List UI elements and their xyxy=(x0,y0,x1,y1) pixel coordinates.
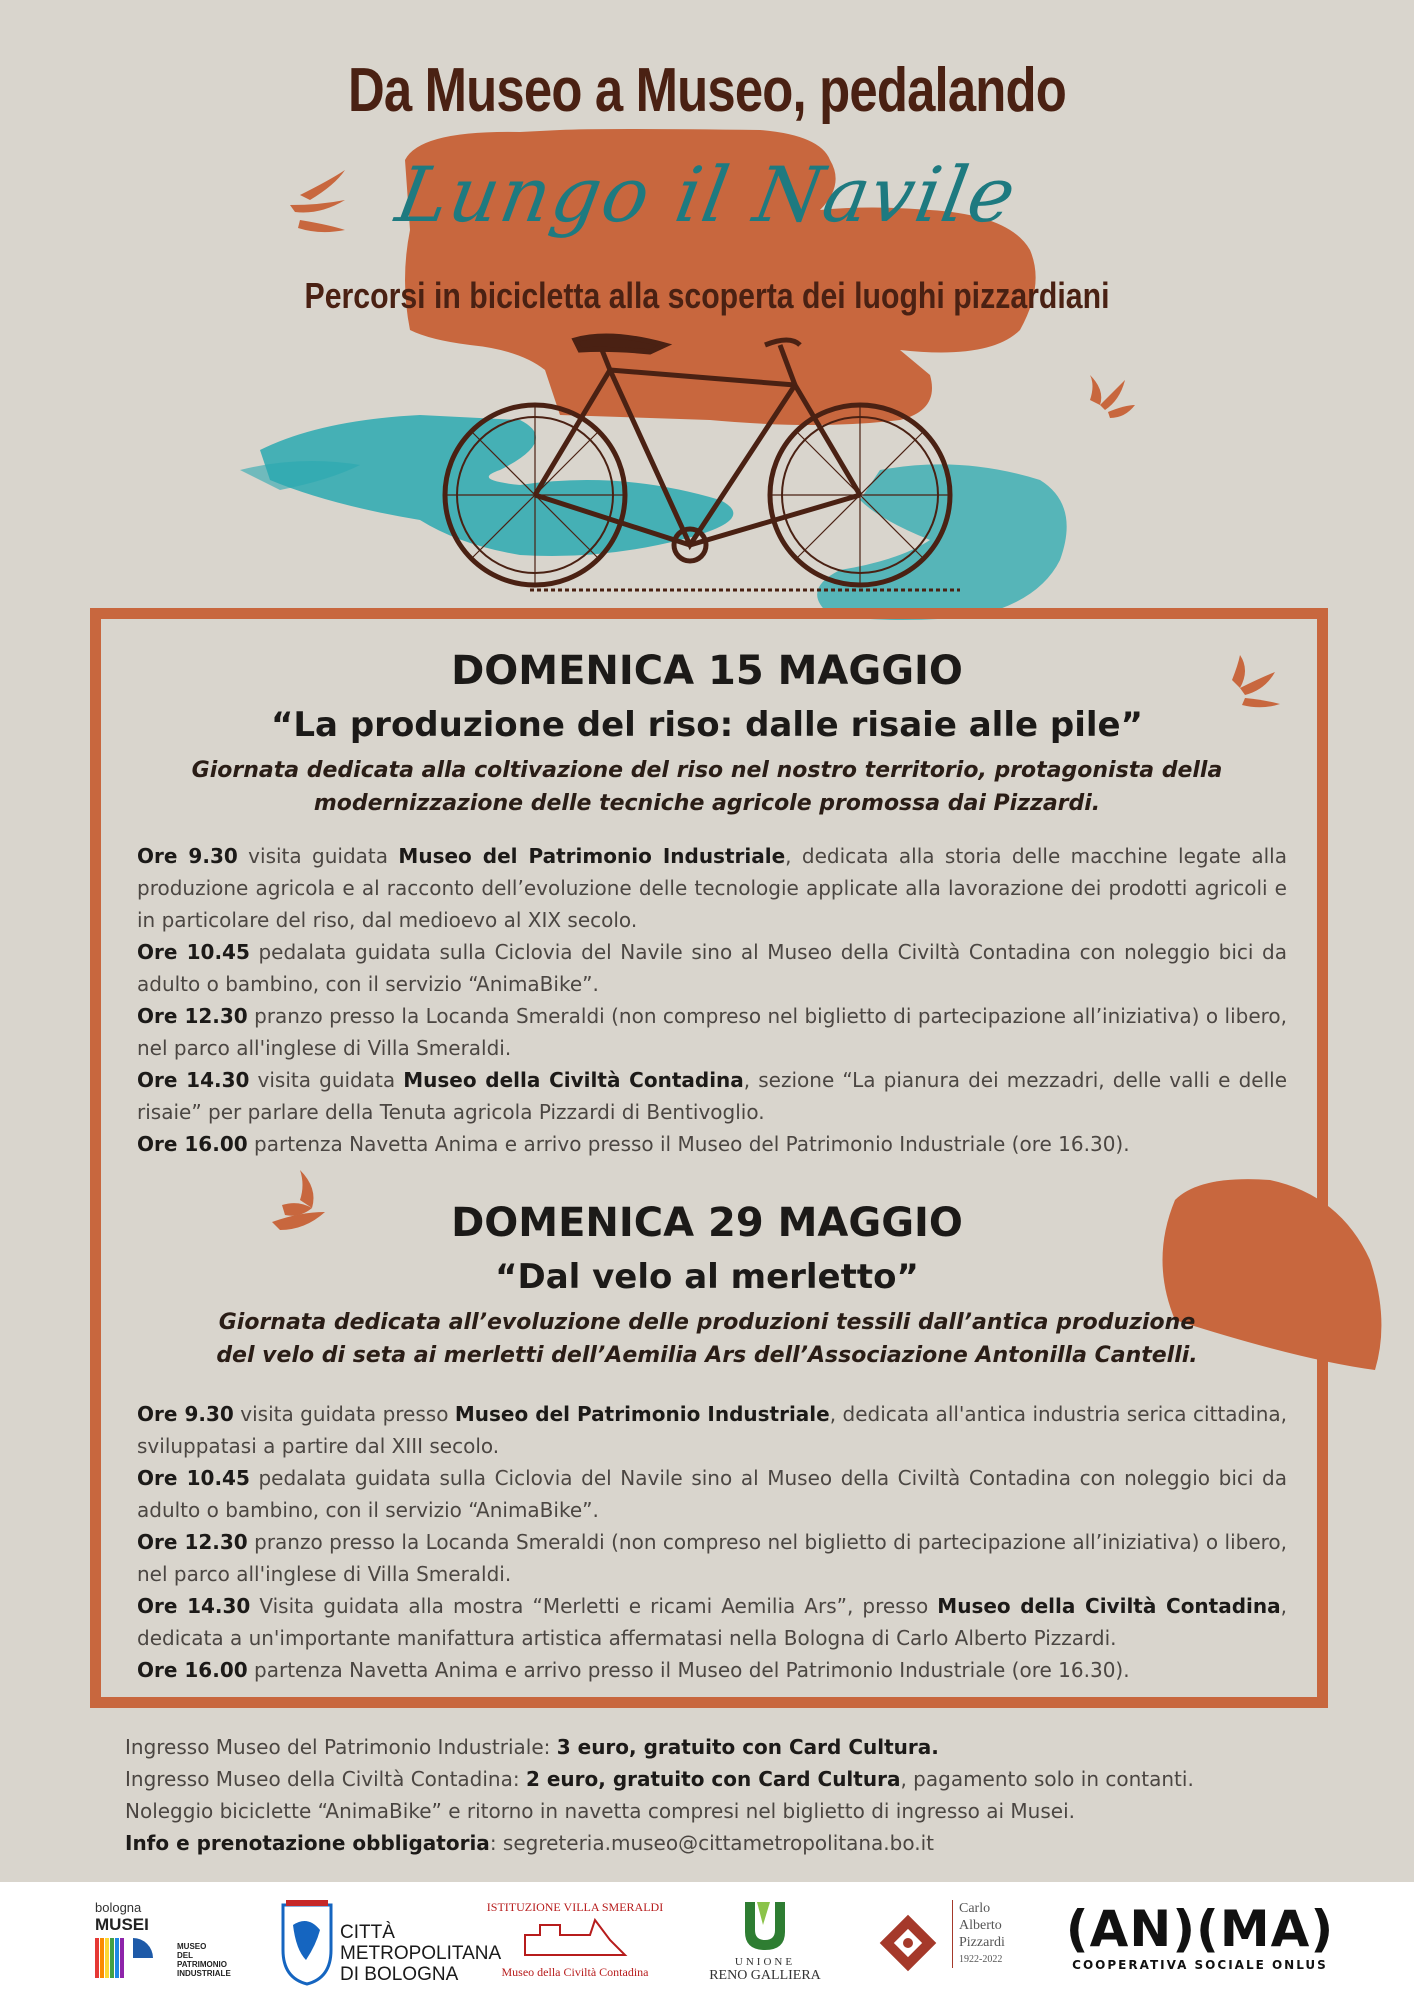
schedule-item: Ore 12.30 pranzo presso la Locanda Smeraldi (non compreso nel biglietto di partecipazione all’iniziativa) o libero, nel parco all'inglese di Villa Smeraldi. xyxy=(137,1004,1288,1060)
schedule-item: Ore 14.30 visita guidata Museo della Civiltà Contadina, sezione “La pianura dei mezzadri, delle valli e delle risaie” per parlare della Tenuta agricola Pizzardi di Bentivoglio. xyxy=(137,1068,1287,1124)
sponsor-logos xyxy=(0,1882,1414,2000)
schedule-item: Ore 10.45 pedalata guidata sulla Ciclovia del Navile sino al Museo della Civiltà Contadina con noleggio bici da adulto o bambino, con il servizio “AnimaBike”. xyxy=(137,940,1287,996)
event-1-description: Giornata dedicata alla coltivazione del riso nel nostro territorio, protagonista della modernizzazione delle tecniche agricole promossa dai Pizzardi. xyxy=(191,758,1223,816)
ticket-info xyxy=(125,1731,1325,1859)
info-line: Noleggio biciclette “AnimaBike” e ritorno in navetta compresi nel biglietto di ingresso ai Musei. xyxy=(125,1799,1075,1823)
event-2-day: DOMENICA 29 MAGGIO xyxy=(451,1200,963,1246)
pizzardi-emblem-icon xyxy=(870,1905,946,1981)
event-1-title: “La produzione del riso: dalle risaie alle pile” xyxy=(271,705,1143,745)
event-1-schedule xyxy=(137,840,1287,1160)
unione-reno-galliera-logo: UNIONE RENO GALLIERA xyxy=(700,1900,830,1986)
script-subtitle: Lungo il Navile xyxy=(390,150,1024,239)
info-line: Ingresso Museo della Civiltà Contadina: 2 euro, gratuito con Card Cultura, pagamento solo in contanti. xyxy=(125,1767,1194,1791)
schedule-item: Ore 10.45 pedalata guidata sulla Ciclovia del Navile sino al Museo della Civiltà Contadina con noleggio bici da adulto o bambino, con il servizio “AnimaBike”. xyxy=(137,1466,1287,1522)
event-2-schedule xyxy=(137,1398,1287,1686)
anima-wordmark: (AN)(MA) xyxy=(1065,1900,1335,1958)
bologna-musei-logo: bologna MUSEI MUSEO DEL PATRIMONIO INDUSTRIALE xyxy=(95,1900,231,1978)
villa-building-icon xyxy=(520,1915,630,1961)
info-line: Info e prenotazione obbligatoria: segreteria.museo@cittametropolitana.bo.it xyxy=(125,1831,934,1855)
schedule-item: Ore 9.30 visita guidata presso Museo del Patrimonio Industriale, dedicata all'antica industria serica cittadina, sviluppatasi a partire dal XIII secolo. xyxy=(137,1402,1288,1458)
tagline: Percorsi in bicicletta alla scoperta dei luoghi pizzardiani xyxy=(304,275,1110,316)
schedule-item: Ore 14.30 Visita guidata alla mostra “Merletti e ricami Aemilia Ars”, presso Museo della Civiltà Contadina, dedicata a un'importante manifattura artistica affermatasi nella Bologna di Carlo Alberto Pizzardi. xyxy=(137,1594,1287,1650)
u-letter-icon xyxy=(735,1900,795,1952)
schedule-item: Ore 12.30 pranzo presso la Locanda Smeraldi (non compreso nel biglietto di partecipazione all’iniziativa) o libero, nel parco all'inglese di Villa Smeraldi. xyxy=(137,1530,1288,1586)
anima-logo: (AN)(MA) COOPERATIVA SOCIALE ONLUS xyxy=(1065,1900,1335,1972)
pizzardi-logo: Carlo Alberto Pizzardi 1922-2022 xyxy=(870,1900,1020,1986)
color-bars-icon xyxy=(95,1938,155,1978)
leaf-decoration-icon xyxy=(1090,375,1135,418)
event-2-title: “Dal velo al merletto” xyxy=(495,1257,919,1297)
event-2-description: Giornata dedicata all’evoluzione delle produzioni tessili dall’antica produzione del velo di seta ai merletti dell’Aemilia Ars dell’Associazione Antonilla Cantelli. xyxy=(216,1310,1198,1368)
villa-smeraldi-logo: ISTITUZIONE VILLA SMERALDI Museo della Civiltà Contadina xyxy=(486,1900,664,1979)
contact-email[interactable]: : segreteria.museo@cittametropolitana.bo.it xyxy=(489,1831,934,1855)
lion-crest-icon xyxy=(278,1900,336,1986)
schedule-item: Ore 16.00 partenza Navetta Anima e arrivo presso il Museo del Patrimonio Industriale (ore 16.30). xyxy=(137,1658,1130,1682)
info-line: Ingresso Museo del Patrimonio Industriale: 3 euro, gratuito con Card Cultura. xyxy=(125,1735,939,1759)
main-title: Da Museo a Museo, pedalando xyxy=(347,56,1066,125)
citta-metropolitana-logo: CITTÀ METROPOLITANA DI BOLOGNA xyxy=(278,1900,478,1986)
event-1-day: DOMENICA 15 MAGGIO xyxy=(451,648,963,694)
schedule-item: Ore 16.00 partenza Navetta Anima e arrivo presso il Museo del Patrimonio Industriale (ore 16.30). xyxy=(137,1132,1130,1156)
schedule-item: Ore 9.30 visita guidata Museo del Patrimonio Industriale, dedicata alla storia delle macchine legate alla produzione agricola e al racconto dell’evoluzione delle tecnologie applicate alla lavorazione dei prodotti agricoli e in particolare del riso, dal medioevo al XIX secolo. xyxy=(137,844,1287,932)
